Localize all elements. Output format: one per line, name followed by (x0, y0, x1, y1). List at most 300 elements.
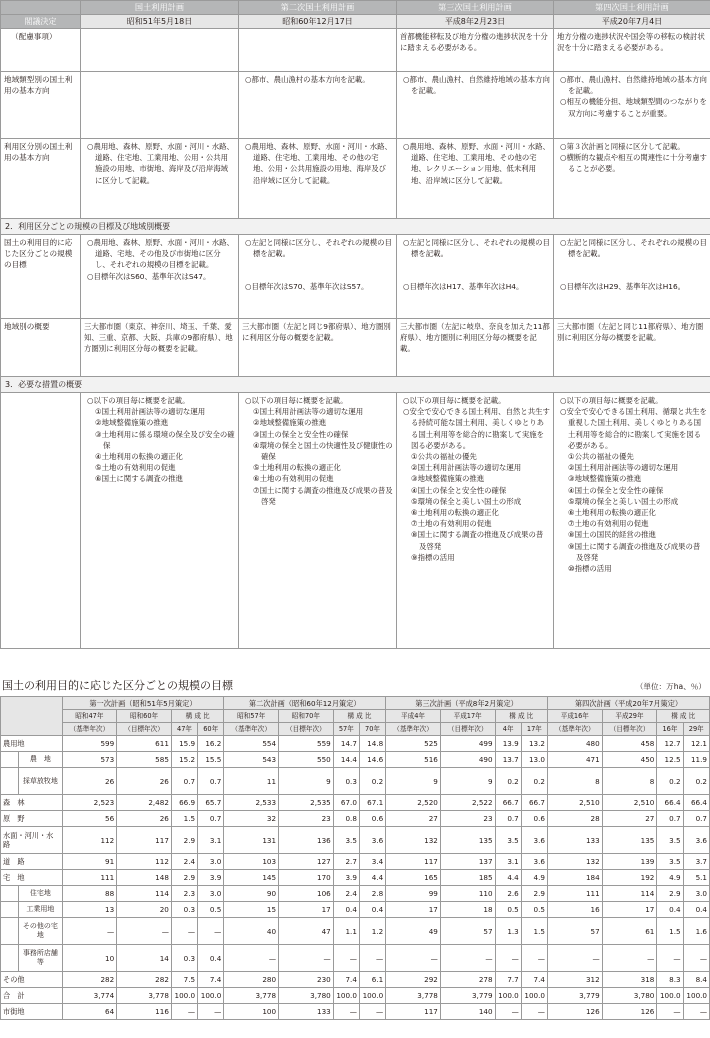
scale-value-cell: 0.7 (171, 768, 197, 795)
scale-row (1, 752, 710, 768)
scale-value-cell: 2.3 (171, 886, 197, 902)
scale-value-cell: 0.5 (198, 902, 224, 918)
measures-item: ①国土利用計画法等の適切な運用 (95, 407, 206, 417)
scale-value-cell: 13.9 (495, 736, 521, 752)
regional-cell: 三大都市圏（左記と同じ11都府県）、地方圏別に利用区分毎の概要を記載。 (554, 319, 710, 377)
scale-value-cell: 20 (117, 902, 172, 918)
indent-cell (1, 902, 19, 918)
regional-cell: 三大都市圏（左記と同じ9都府県）、地方圏別に利用区分毎の概要を記載。 (239, 319, 397, 377)
scale-value-cell: — (657, 945, 683, 972)
scale-row-label: 宅 地 (1, 870, 63, 886)
scale-table-body (1, 736, 710, 1020)
measures-item: ⑦土地の有効利用の促進 (568, 519, 649, 529)
scale-row (1, 854, 710, 870)
scale-value-cell: 4.4 (359, 870, 385, 886)
scale-value-cell: — (333, 1004, 359, 1020)
scale-value-cell: 282 (62, 972, 117, 988)
plan-heading: 第二次国土利用計画 (239, 1, 397, 15)
scale-value-cell: 3,779 (547, 988, 602, 1004)
scale-row (1, 918, 710, 945)
scale-value-cell: — (333, 945, 359, 972)
scale-value-cell: — (683, 1004, 709, 1020)
scale-value-cell: 132 (386, 827, 441, 854)
scale-value-cell: 292 (386, 972, 441, 988)
scale-value-cell: 15.5 (198, 752, 224, 768)
scale-value-cell: 573 (62, 752, 117, 768)
year-head: 昭和70年 (279, 710, 334, 723)
measures-intro: ○以下の項目毎に概要を記載。 (403, 396, 506, 405)
scale-value-cell: 6.1 (359, 972, 385, 988)
scale-plan-heading: 第二次計画（昭和60年12月策定） (224, 697, 386, 710)
scale-value-cell: 450 (602, 752, 657, 768)
regional-row (1, 319, 710, 377)
scale-value-cell: 3,780 (279, 988, 334, 1004)
measures-cell (239, 393, 397, 649)
scale-row-label: 住宅地 (19, 886, 62, 902)
scale-value-cell: 2,533 (224, 795, 279, 811)
scale-value-cell: 110 (440, 886, 495, 902)
indent-cell (1, 886, 19, 902)
scale-value-cell: 12.7 (657, 736, 683, 752)
scale-value-cell: — (359, 1004, 385, 1020)
scale-value-cell: 8 (547, 768, 602, 795)
indent-cell (1, 768, 19, 795)
measures-item: ②国土利用計画法等の適切な運用 (411, 463, 522, 473)
targets-year: ○目標年次はH29、基準年次はH16。 (560, 282, 686, 292)
use-type-text: ○横断的な観点や相互の関連性に十分考慮することが必要。 (560, 153, 707, 174)
sub-head: （目標年次） (117, 723, 172, 736)
scale-value-cell: 0.4 (683, 902, 709, 918)
scale-value-cell: 2.6 (495, 886, 521, 902)
scale-value-cell: 14.7 (333, 736, 359, 752)
scale-value-cell: 312 (547, 972, 602, 988)
scale-value-cell: 126 (547, 1004, 602, 1020)
notes-cell (239, 29, 397, 72)
region-type-text: ○相互の機能分担、地域類型間のつながりを双方向に考慮することが重要。 (560, 97, 707, 118)
measures-item: ⑤土地利用の転換の適正化 (253, 463, 341, 473)
region-type-cell (81, 72, 239, 139)
scale-value-cell: 47 (279, 918, 334, 945)
scale-value-cell: — (224, 945, 279, 972)
measures-item: ⑧国土に関する調査の推進及び成果の普及啓発 (411, 530, 544, 551)
use-type-text: ○農用地、森林、原野、水面・河川・水路、道路、住宅地、工業用地、その他の宅地、レクリエーション用地、低未利用地、沿岸域に区分して記載。 (403, 142, 550, 185)
use-type-text: ○第３次計画と同様に区分して記載。 (560, 142, 685, 151)
scale-value-cell: — (386, 945, 441, 972)
measures-item: ①国土利用計画法等の適切な運用 (253, 407, 364, 417)
scale-value-cell: 100.0 (495, 988, 521, 1004)
scale-value-cell: 8.3 (657, 972, 683, 988)
measures-item: ⑥国土に関する調査の推進 (95, 474, 183, 484)
scale-value-cell: 165 (386, 870, 441, 886)
measures-item: ①公共の福祉の優先 (568, 452, 634, 462)
scale-row (1, 827, 710, 854)
sub-head: （目標年次） (602, 723, 657, 736)
scale-value-cell: — (683, 945, 709, 972)
sub-head: （基準年次） (224, 723, 279, 736)
sub-head: 70年 (359, 723, 385, 736)
targets-cell (397, 235, 554, 319)
measures-intro: ○以下の項目毎に概要を記載。 (87, 396, 190, 405)
scale-value-cell: — (495, 1004, 521, 1020)
scale-value-cell: 111 (547, 886, 602, 902)
scale-value-cell: 135 (440, 827, 495, 854)
scale-value-cell: 66.7 (521, 795, 547, 811)
scale-value-cell: 3.0 (683, 886, 709, 902)
scale-value-cell: 13.2 (521, 736, 547, 752)
scale-value-cell: 112 (117, 854, 172, 870)
scale-value-cell: 3.7 (683, 854, 709, 870)
measures-item: ⑤土地の有効利用の促進 (95, 463, 176, 473)
notes-cell (81, 29, 239, 72)
scale-value-cell: 3,778 (386, 988, 441, 1004)
scale-value-cell: — (440, 945, 495, 972)
scale-value-cell: 27 (602, 811, 657, 827)
scale-value-cell: 114 (602, 886, 657, 902)
scale-value-cell: — (521, 945, 547, 972)
scale-value-cell: 117 (117, 827, 172, 854)
scale-value-cell: 3,779 (440, 988, 495, 1004)
scale-value-cell: 15 (224, 902, 279, 918)
scale-value-cell: 133 (279, 1004, 334, 1020)
scale-value-cell: 554 (224, 736, 279, 752)
scale-value-cell: 2.4 (333, 886, 359, 902)
year-head: 平成4年 (386, 710, 441, 723)
scale-value-cell: 100.0 (333, 988, 359, 1004)
scale-value-cell: 12.1 (683, 736, 709, 752)
scale-value-cell: 1.5 (521, 918, 547, 945)
scale-value-cell: 7.4 (521, 972, 547, 988)
scale-value-cell: 0.3 (333, 768, 359, 795)
scale-value-cell: 192 (602, 870, 657, 886)
scale-value-cell: 14.4 (333, 752, 359, 768)
scale-row (1, 988, 710, 1004)
notes-row (1, 29, 710, 72)
scale-value-cell: 28 (547, 811, 602, 827)
measures-item: ⑥土地の有効利用の促進 (253, 474, 334, 484)
scale-value-cell: 3.0 (198, 854, 224, 870)
measures-item: ⑧国土の国民的経営の推進 (568, 530, 656, 540)
scale-value-cell: 3,774 (62, 988, 117, 1004)
scale-value-cell: 3.9 (333, 870, 359, 886)
scale-row-label: 森 林 (1, 795, 63, 811)
scale-value-cell: 14.6 (359, 752, 385, 768)
scale-value-cell: 2,510 (547, 795, 602, 811)
measures-cell (397, 393, 554, 649)
scale-table-unit: （単位：万ha、％） (635, 682, 706, 691)
scale-value-cell: 23 (440, 811, 495, 827)
measures-item: ⑥土地利用の転換の適正化 (568, 508, 656, 518)
scale-row-label: その他の宅地 (19, 918, 62, 945)
scale-value-cell: 65.7 (198, 795, 224, 811)
scale-value-cell: 66.4 (683, 795, 709, 811)
sub-head: 60年 (198, 723, 224, 736)
scale-value-cell: 3,780 (602, 988, 657, 1004)
scale-value-cell: 2.9 (657, 886, 683, 902)
year-head: 平成29年 (602, 710, 657, 723)
scale-value-cell: 57 (440, 918, 495, 945)
scale-value-cell: 100.0 (198, 988, 224, 1004)
measures-cell (81, 393, 239, 649)
scale-row (1, 902, 710, 918)
targets-year: ○目標年次はS60、基準年次はS47。 (87, 271, 211, 281)
scale-value-cell: 88 (62, 886, 117, 902)
scale-value-cell: 0.6 (521, 811, 547, 827)
scale-value-cell: 3.5 (657, 827, 683, 854)
scale-value-cell: 7.4 (198, 972, 224, 988)
region-type-row (1, 72, 710, 139)
section2-title-row (1, 219, 710, 235)
measures-row (1, 393, 710, 649)
scale-value-cell: 170 (279, 870, 334, 886)
decision-label: 閣議決定 (1, 15, 81, 29)
use-type-label: 利用区分別の国土利用の基本方向 (1, 139, 81, 219)
sub-head: 17年 (521, 723, 547, 736)
scale-value-cell: 543 (224, 752, 279, 768)
scale-value-cell: 2.4 (171, 854, 197, 870)
scale-value-cell: 40 (224, 918, 279, 945)
scale-value-cell: 116 (117, 1004, 172, 1020)
scale-value-cell: 278 (440, 972, 495, 988)
scale-value-cell: 0.3 (171, 902, 197, 918)
scale-value-cell: 17 (386, 902, 441, 918)
scale-value-cell: 2,482 (117, 795, 172, 811)
scale-value-cell: 7.5 (171, 972, 197, 988)
header-corner (1, 1, 81, 15)
scale-table-title: 国土の利用目的に応じた区分ごとの規模の目標 (2, 679, 233, 692)
scale-value-cell: 17 (602, 902, 657, 918)
scale-value-cell: 106 (279, 886, 334, 902)
scale-value-cell: 7.7 (495, 972, 521, 988)
scale-value-cell: 14.8 (359, 736, 385, 752)
scale-header-plans (1, 697, 710, 710)
scale-value-cell: — (198, 918, 224, 945)
targets-text: ○左記と同様に区分し、それぞれの規模の目標を記載。 (403, 238, 550, 259)
measures-item: ⑦国土に関する調査の推進及び成果の普及啓発 (253, 485, 393, 506)
scale-value-cell: 1.2 (359, 918, 385, 945)
scale-value-cell: 56 (62, 811, 117, 827)
measures-item: ⑨国土に関する調査の推進及び成果の普及啓発 (568, 541, 701, 562)
scale-value-cell: 3.5 (495, 827, 521, 854)
scale-value-cell: 117 (386, 1004, 441, 1020)
scale-value-cell: — (547, 945, 602, 972)
scale-row (1, 795, 710, 811)
scale-value-cell: 26 (62, 768, 117, 795)
scale-value-cell: 14 (117, 945, 172, 972)
measures-item: ⑤環境の保全と美しい国土の形成 (568, 496, 679, 506)
scale-value-cell: — (279, 945, 334, 972)
targets-row (1, 235, 710, 319)
scale-value-cell: 15.2 (171, 752, 197, 768)
measures-intro: ○以下の項目毎に概要を記載。 (245, 396, 348, 405)
notes-cell: 首都機能移転及び地方分権の進捗状況を十分に踏まえる必要がある。 (397, 29, 554, 72)
scale-value-cell: 100.0 (359, 988, 385, 1004)
scale-value-cell: 0.8 (333, 811, 359, 827)
scale-value-cell: 32 (224, 811, 279, 827)
measures-item: ⑦土地の有効利用の促進 (411, 519, 492, 529)
region-type-text: ○都市、農山漁村の基本方向を記載。 (245, 75, 370, 84)
scale-value-cell: 67.1 (359, 795, 385, 811)
scale-value-cell: 0.7 (683, 811, 709, 827)
sub-head: （基準年次） (62, 723, 117, 736)
sub-head: （目標年次） (440, 723, 495, 736)
scale-header-years (1, 710, 710, 723)
scale-value-cell: 140 (440, 1004, 495, 1020)
scale-value-cell: 471 (547, 752, 602, 768)
region-type-cell (554, 72, 710, 139)
measures-cell (554, 393, 710, 649)
scale-value-cell: 3.5 (657, 854, 683, 870)
scale-value-cell: 0.2 (495, 768, 521, 795)
ratio-head: 構 成 比 (495, 710, 547, 723)
scale-value-cell: 64 (62, 1004, 117, 1020)
scale-value-cell: 0.3 (171, 945, 197, 972)
scale-value-cell: 91 (62, 854, 117, 870)
scale-value-cell: 145 (224, 870, 279, 886)
measures-item: ④土地利用の転換の適正化 (95, 452, 183, 462)
measures-item: ②地域整備施策の推進 (95, 418, 169, 428)
year-head: 平成17年 (440, 710, 495, 723)
scale-value-cell: 2,535 (279, 795, 334, 811)
scale-value-cell: 3.5 (333, 827, 359, 854)
scale-value-cell: 0.7 (657, 811, 683, 827)
sub-head: 16年 (657, 723, 683, 736)
indent-cell (1, 752, 19, 768)
targets-text: ○左記と同様に区分し、それぞれの規模の目標を記載。 (560, 238, 707, 259)
measures-item: ④国土の保全と安全性の確保 (411, 485, 507, 495)
sub-head: 29年 (683, 723, 709, 736)
scale-plan-heading: 第一次計画（昭和51年5月策定） (62, 697, 224, 710)
plan-heading: 第三次国土利用計画 (397, 1, 554, 15)
decision-date: 平成8年2月23日 (397, 15, 554, 29)
regional-label: 地域別の概要 (1, 319, 81, 377)
scale-value-cell: 117 (386, 854, 441, 870)
use-type-cell (81, 139, 239, 219)
scale-value-cell: 132 (547, 854, 602, 870)
scale-value-cell: 2.7 (333, 854, 359, 870)
scale-row-label: 工業用地 (19, 902, 62, 918)
notes-cell: 地方分権の進捗状況や国会等の移転の検討状況を十分に踏まえる必要がある。 (554, 29, 710, 72)
scale-value-cell: 0.7 (198, 768, 224, 795)
year-head: 平成16年 (547, 710, 602, 723)
scale-value-cell: 3.0 (198, 886, 224, 902)
scale-value-cell: 112 (62, 827, 117, 854)
scale-value-cell: 126 (602, 1004, 657, 1020)
scale-row (1, 945, 710, 972)
year-head: 昭和57年 (224, 710, 279, 723)
use-type-row (1, 139, 710, 219)
scale-value-cell: 18 (440, 902, 495, 918)
decision-date: 昭和51年5月18日 (81, 15, 239, 29)
scale-value-cell: 133 (547, 827, 602, 854)
ratio-head: 構 成 比 (171, 710, 223, 723)
scale-row-label: 農 地 (19, 752, 62, 768)
scale-value-cell: 490 (440, 752, 495, 768)
scale-value-cell: 318 (602, 972, 657, 988)
scale-row (1, 886, 710, 902)
use-type-text: ○農用地、森林、原野、水面・河川・水路、道路、住宅地、工業用地、公用・公共用施設の用地、市街地、海岸及び沿岸海域に区分して記載。 (87, 142, 234, 185)
scale-value-cell: 559 (279, 736, 334, 752)
scale-value-cell: 0.2 (657, 768, 683, 795)
sub-head: 57年 (333, 723, 359, 736)
year-head: 昭和47年 (62, 710, 117, 723)
scale-value-cell: 100.0 (683, 988, 709, 1004)
scale-value-cell: 12.5 (657, 752, 683, 768)
scale-value-cell: — (62, 918, 117, 945)
scale-value-cell: 0.4 (333, 902, 359, 918)
scale-value-cell: 66.4 (657, 795, 683, 811)
scale-value-cell: 4.4 (495, 870, 521, 886)
scale-row (1, 768, 710, 795)
targets-year: ○目標年次はS70、基準年次はS57。 (245, 282, 369, 292)
plans-header-row (1, 1, 710, 15)
scale-value-cell: 26 (117, 811, 172, 827)
sub-head: 4年 (495, 723, 521, 736)
scale-value-cell: 67.0 (333, 795, 359, 811)
scale-value-cell: 0.5 (495, 902, 521, 918)
measures-item: ⑩指標の活用 (568, 564, 612, 574)
scale-value-cell: 135 (602, 827, 657, 854)
scale-value-cell: 100.0 (521, 988, 547, 1004)
section2-title: 2．利用区分ごとの規模の目標及び地域別概要 (1, 219, 710, 235)
scale-value-cell: 3.6 (521, 827, 547, 854)
scale-value-cell: 499 (440, 736, 495, 752)
scale-value-cell: 480 (547, 736, 602, 752)
scale-value-cell: 17 (279, 902, 334, 918)
scale-value-cell: 599 (62, 736, 117, 752)
use-type-text: ○農用地、森林、原野、水面・河川・水路、道路、住宅地、工業用地、その他の宅地、公用・公共用施設の用地、海岸及び沿岸域に区分して記載。 (245, 142, 392, 185)
region-type-label: 地域類型別の国土利用の基本方向 (1, 72, 81, 139)
scale-value-cell: 2.9 (171, 827, 197, 854)
scale-value-cell: 114 (117, 886, 172, 902)
scale-row-label: その他 (1, 972, 63, 988)
scale-value-cell: 127 (279, 854, 334, 870)
scale-value-cell: 13 (62, 902, 117, 918)
decision-date: 平成20年7月4日 (554, 15, 710, 29)
scale-value-cell: 137 (440, 854, 495, 870)
measures-intro: ○安全で安心できる国土利用、循環と共生を重視した国土利用、美しくゆとりある国土利用等を総合的に勘案して実施を図る必要がある。 (560, 407, 707, 450)
use-type-cell (239, 139, 397, 219)
scale-value-cell: — (117, 918, 172, 945)
regional-cell: 三大都市圏（左記に岐阜、奈良を加えた11都府県）、地方圏別に利用区分毎の概要を記載。 (397, 319, 554, 377)
sub-head: 47年 (171, 723, 197, 736)
scale-value-cell: 8 (602, 768, 657, 795)
region-type-cell (397, 72, 554, 139)
decision-row (1, 15, 710, 29)
scale-value-cell: 4.9 (657, 870, 683, 886)
scale-row-label: 水面・河川・水路 (1, 827, 63, 854)
scale-value-cell: 1.5 (657, 918, 683, 945)
scale-value-cell: 16 (547, 902, 602, 918)
scale-value-cell: 230 (279, 972, 334, 988)
scale-value-cell: 1.6 (683, 918, 709, 945)
scale-value-cell: 280 (224, 972, 279, 988)
scale-row-label: 市街地 (1, 1004, 63, 1020)
scale-value-cell: — (657, 1004, 683, 1020)
scale-value-cell: 26 (117, 768, 172, 795)
scale-value-cell: 100.0 (171, 988, 197, 1004)
scale-value-cell: 0.6 (359, 811, 385, 827)
scale-value-cell: 0.5 (521, 902, 547, 918)
measures-item: ③地域整備施策の推進 (568, 474, 642, 484)
scale-value-cell: 13.0 (521, 752, 547, 768)
sub-head: （基準年次） (386, 723, 441, 736)
scale-value-cell: — (495, 945, 521, 972)
notes-label: （配慮事項） (1, 29, 81, 72)
measures-item: ⑤環境の保全と美しい国土の形成 (411, 496, 522, 506)
targets-cell (554, 235, 710, 319)
scale-value-cell: 148 (117, 870, 172, 886)
measures-item: ④国土の保全と安全性の確保 (568, 485, 664, 495)
